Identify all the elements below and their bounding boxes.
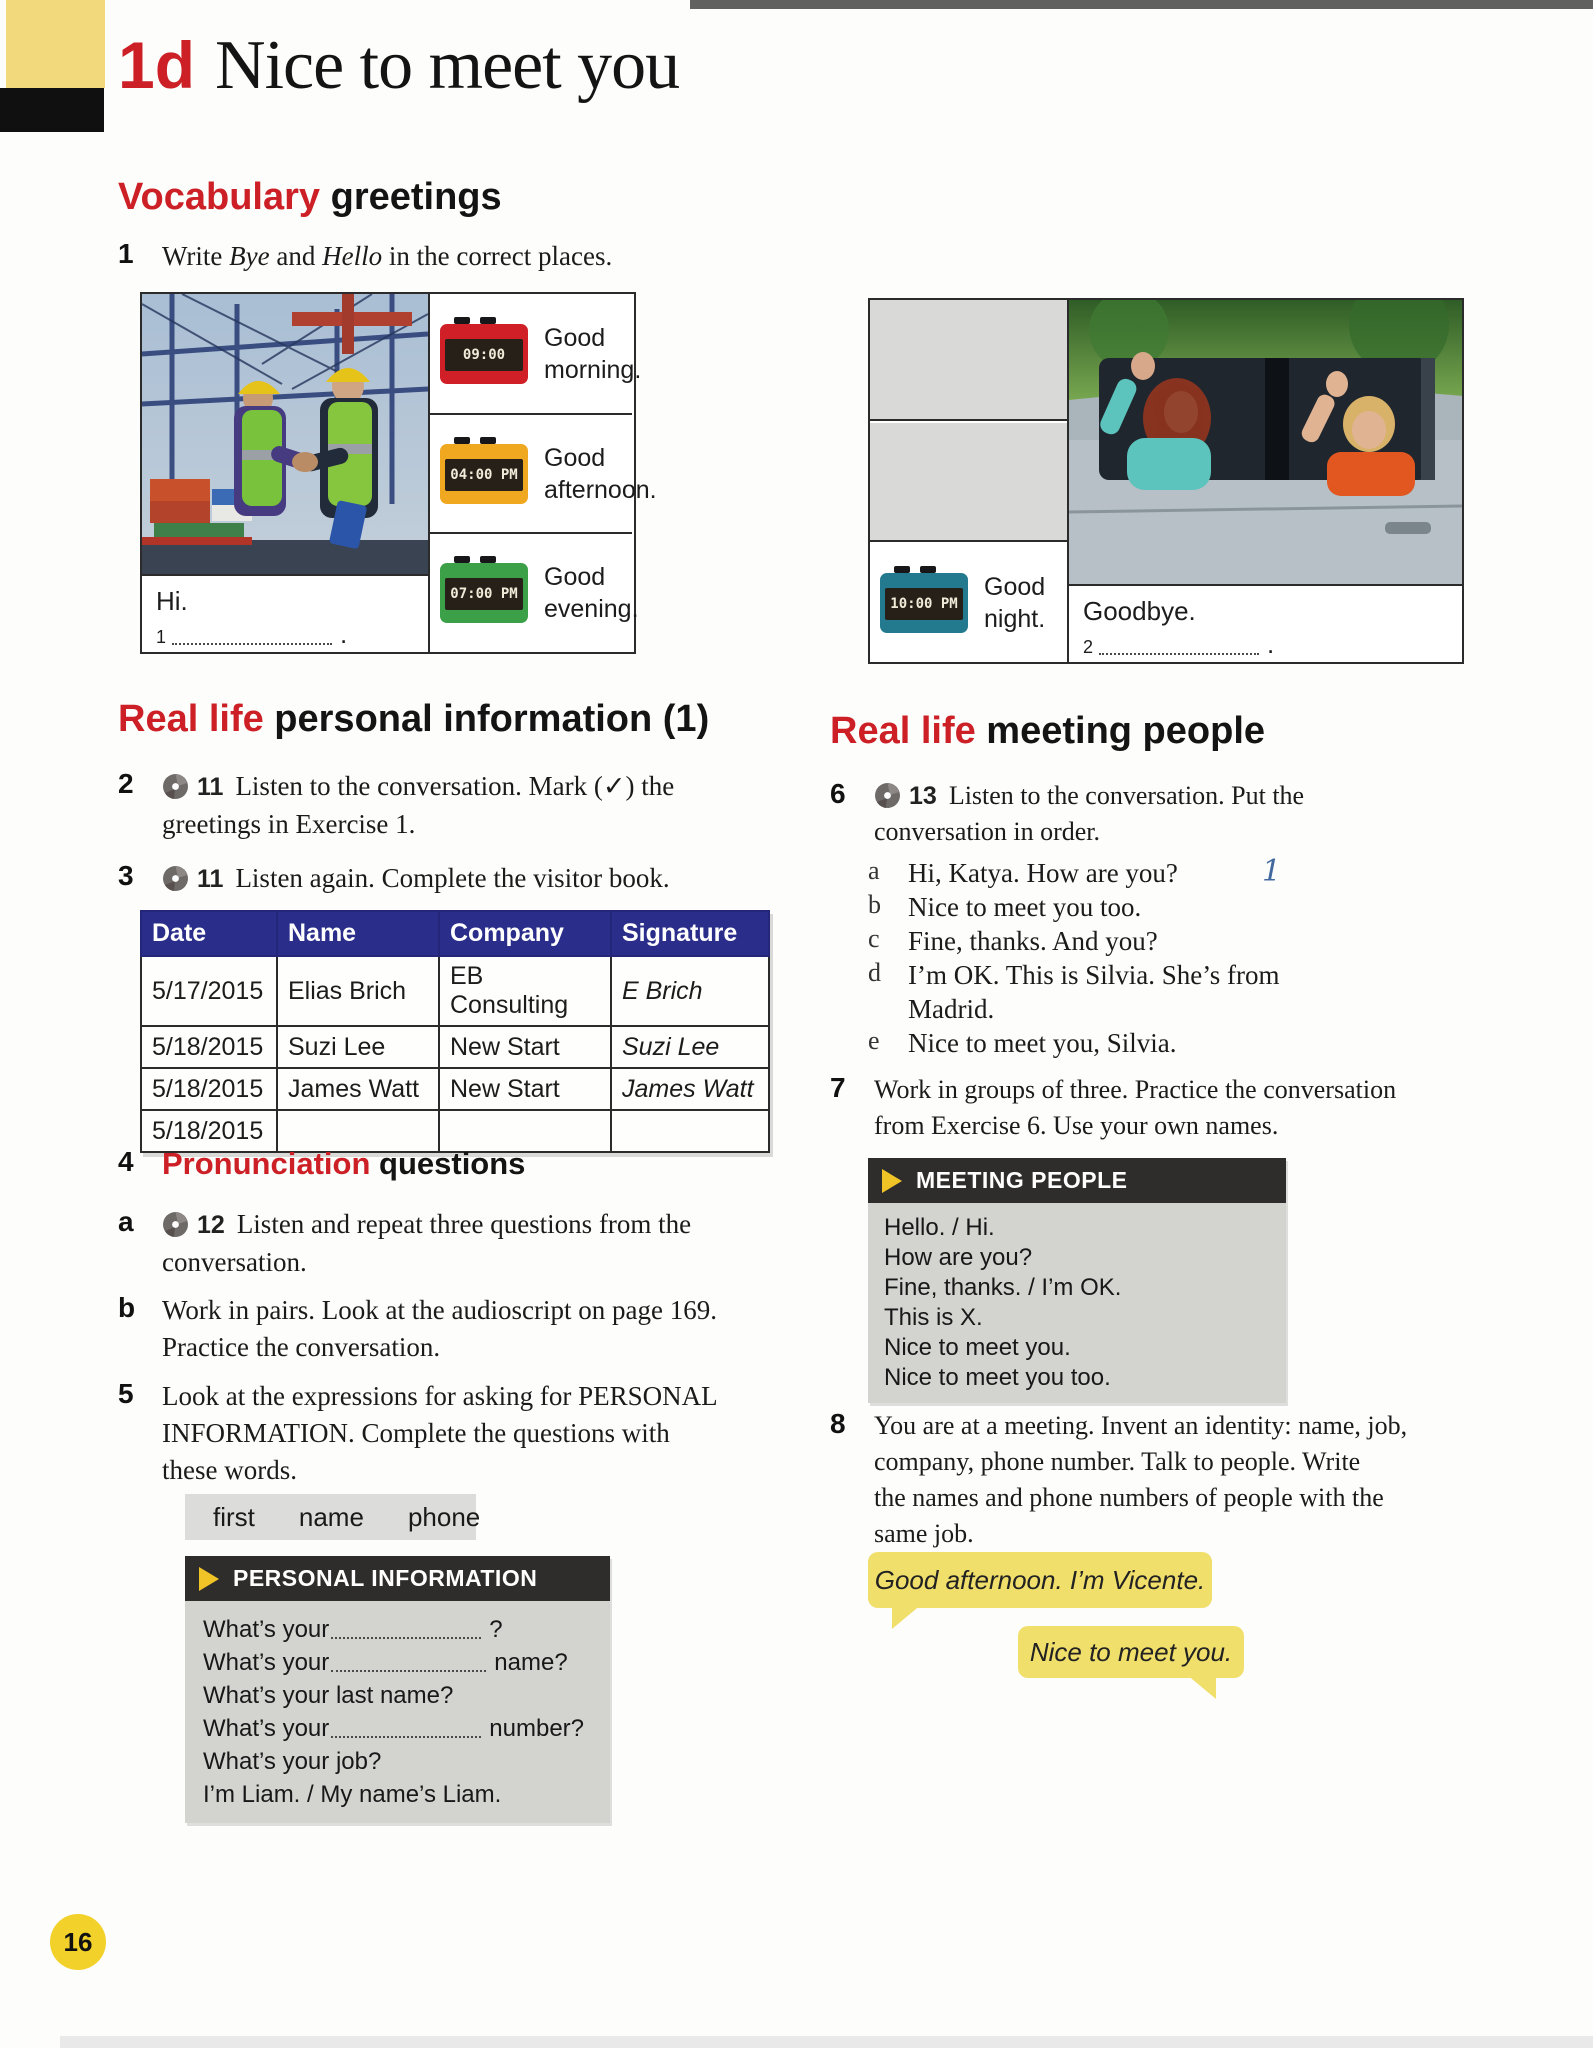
exercise-6	[830, 778, 1304, 850]
label-line: Good	[544, 563, 606, 591]
label-line: night.	[984, 605, 1046, 633]
conversation-item-a	[868, 856, 1308, 890]
heading-rest: meeting people	[986, 710, 1266, 752]
track-number: 13	[909, 782, 937, 810]
exercise-number: 3	[118, 860, 134, 891]
heading-accent: Real life	[830, 710, 976, 752]
line-text: company, phone number. Talk to people. Write	[874, 1447, 1361, 1476]
col-header-name: Name	[277, 911, 439, 956]
line-post: ?	[489, 1616, 503, 1643]
text-seg: and	[269, 241, 323, 271]
line	[162, 1206, 691, 1244]
label-line: Good	[544, 323, 606, 352]
line-text: Listen to the conversation. Mark (✓) the	[235, 771, 675, 801]
bubble-text: Nice to meet you.	[1029, 1636, 1233, 1667]
clock-time-0900: 09:00	[445, 339, 523, 371]
heading-accent: Pronunciation	[162, 1146, 371, 1181]
text-seg: in the correct places.	[382, 241, 613, 271]
line-text: Listen to the conversation. Put the	[948, 781, 1305, 810]
alarm-clock-red	[440, 324, 528, 384]
heading-rest: greetings	[330, 176, 502, 218]
bubble-tail	[892, 1604, 922, 1629]
personal-information-box	[185, 1556, 610, 1823]
text-seg: Write	[162, 241, 230, 271]
line-text: Work in pairs. Look at the audioscript on page 169.	[162, 1295, 717, 1325]
greeting-label-evening	[544, 561, 639, 625]
bubble-text: Good afternoon. I’m Vicente.	[874, 1564, 1206, 1595]
line-text: You are at a meeting. Invent an identity: name, job,	[874, 1411, 1408, 1440]
exercise-1-instruction	[162, 238, 612, 275]
clock-row-evening	[430, 532, 639, 652]
cell-company: New Start	[439, 1026, 611, 1068]
handwritten-answer: 1	[1262, 854, 1282, 889]
alarm-clock-amber	[440, 444, 528, 504]
cell-signature	[611, 1110, 769, 1152]
word-bye: Bye	[229, 241, 270, 271]
item-text: I’m OK. This is Silvia. She’s from Madrid.	[908, 960, 1280, 1024]
meeting-people-header	[868, 1158, 1286, 1203]
item-text: Fine, thanks. And you?	[908, 926, 1158, 956]
figure-greetings-right	[868, 298, 1464, 664]
line-pre: What’s your	[203, 1715, 330, 1742]
greeting-label-night	[984, 571, 1045, 635]
greeting-label-morning	[544, 322, 641, 386]
clock-time-1000pm: 10:00 PM	[885, 588, 963, 620]
personal-information-body	[185, 1601, 610, 1823]
cell-signature: Suzi Lee	[611, 1026, 769, 1068]
line-pre: What’s your	[203, 1649, 330, 1676]
expression-line: What’s your last name?	[203, 1682, 454, 1709]
table-header-row	[141, 911, 769, 956]
exercise-3-instruction	[162, 860, 670, 898]
exercise-2	[118, 768, 674, 843]
alarm-clock-teal	[880, 573, 968, 633]
expression-line: What’s your job?	[203, 1748, 382, 1775]
pronunciation-heading	[162, 1146, 525, 1182]
line-post: name?	[494, 1649, 568, 1676]
cd-track-icon	[162, 865, 189, 892]
expression-line: I’m Liam. / My name’s Liam.	[203, 1781, 502, 1808]
label-line: Good	[544, 443, 606, 472]
exercise-6-items	[868, 856, 1308, 1060]
clock-row-morning	[430, 294, 642, 413]
cd-track-icon	[162, 1211, 189, 1238]
bubble-tail	[1186, 1674, 1216, 1699]
page-number-badge	[50, 1914, 106, 1970]
item-letter: e	[868, 1026, 880, 1055]
word-bank-item: name	[298, 1501, 364, 1532]
conversation-item-b	[868, 890, 1308, 924]
word-bank-item: first	[213, 1501, 255, 1532]
expression-line: This is X.	[884, 1304, 983, 1331]
label-line: morning.	[544, 355, 642, 384]
blank-number: 1	[156, 627, 167, 647]
exercise-number: 4	[118, 1146, 134, 1177]
item-letter: d	[868, 958, 881, 987]
conversation-item-e	[868, 1026, 1308, 1060]
line	[162, 768, 674, 806]
personal-information-header	[185, 1556, 610, 1601]
clock-buttons	[454, 556, 496, 563]
corner-black-block	[0, 88, 104, 132]
empty-answer-box-2	[870, 423, 1067, 542]
cell-name: Suzi Lee	[277, 1026, 439, 1068]
item-text: Hi, Katya. How are you?	[908, 858, 1178, 888]
expression-line	[203, 1712, 592, 1745]
line-text: the names and phone numbers of people with the	[874, 1483, 1384, 1512]
exercise-number: 6	[830, 778, 846, 809]
item-text: Nice to meet you, Silvia.	[908, 1028, 1177, 1058]
corner-yellow-block	[6, 0, 105, 88]
conversation-item-c	[868, 924, 1308, 958]
scan-edge-top	[690, 0, 1593, 9]
empty-answer-box-1	[870, 300, 1067, 421]
clock-row-night	[870, 544, 1067, 662]
photo-workers-handshake-art	[142, 294, 428, 574]
cell-date: 5/18/2015	[141, 1110, 277, 1152]
expression-line: Nice to meet you too.	[884, 1364, 1111, 1391]
exercise-6-instruction	[874, 778, 1304, 850]
box-title: MEETING PEOPLE	[916, 1167, 1128, 1193]
speech-bubble-reply	[1018, 1626, 1244, 1678]
exercise-number: 7	[830, 1072, 846, 1103]
answer-blank-1	[156, 619, 414, 650]
expression-line	[203, 1613, 592, 1646]
col-header-date: Date	[141, 911, 277, 956]
clock-buttons	[454, 437, 496, 444]
item-text: Nice to meet you too.	[908, 892, 1142, 922]
cell-date: 5/18/2015	[141, 1068, 277, 1110]
clock-buttons	[894, 566, 936, 573]
expression-line: Nice to meet you.	[884, 1334, 1071, 1361]
line-text: Practice the conversation.	[162, 1332, 441, 1362]
section-heading-real-life-1	[118, 698, 709, 741]
exercise-number: 8	[830, 1408, 846, 1439]
blank-period: .	[1267, 629, 1275, 659]
exercise-4a-instruction	[162, 1206, 691, 1281]
play-triangle-icon	[199, 1567, 219, 1591]
fill-in-blank	[331, 1714, 481, 1738]
cell-signature: James Watt	[611, 1068, 769, 1110]
track-number: 11	[197, 773, 224, 801]
box-title: PERSONAL INFORMATION	[233, 1565, 538, 1591]
exercise-4b	[118, 1292, 717, 1366]
meeting-people-body	[868, 1203, 1286, 1403]
line-text: these words.	[162, 1455, 297, 1485]
line-text: Work in groups of three. Practice the conversation	[874, 1075, 1397, 1104]
item-letter: a	[118, 1206, 134, 1237]
line-text: Look at the expressions for asking for PERSONAL	[162, 1381, 718, 1411]
speech-bubble-vicente	[868, 1552, 1212, 1608]
page-title	[118, 26, 679, 106]
word-bank-item: phone	[407, 1501, 481, 1532]
answer-blank-2	[1083, 629, 1448, 660]
cell-date: 5/17/2015	[141, 956, 277, 1026]
photo-car-goodbye	[1067, 300, 1462, 584]
clock-row-afternoon	[430, 413, 657, 532]
line-text: Listen again. Complete the visitor book.	[235, 863, 670, 893]
scan-edge-bottom	[60, 2036, 1593, 2048]
track-number: 12	[197, 1211, 225, 1239]
item-letter: a	[868, 856, 880, 885]
exercise-number: 5	[118, 1378, 134, 1409]
table-row	[141, 956, 769, 1026]
col-header-signature: Signature	[611, 911, 769, 956]
line	[874, 778, 1304, 814]
visitor-book-table	[140, 910, 770, 1153]
line-post: number?	[489, 1715, 585, 1742]
alarm-clock-green	[440, 563, 528, 623]
clock-time-0700pm: 07:00 PM	[445, 578, 523, 610]
label-line: Good	[984, 573, 1046, 601]
line-pre: What’s your	[203, 1616, 330, 1643]
cell-date: 5/18/2015	[141, 1026, 277, 1068]
fill-in-blank	[331, 1615, 481, 1639]
expression-line: Fine, thanks. / I’m OK.	[884, 1274, 1122, 1301]
exercise-7	[830, 1072, 1396, 1144]
exercise-1	[118, 238, 612, 275]
exercise-4-heading	[118, 1146, 525, 1182]
unit-number: 1d	[118, 28, 196, 102]
exercise-8-instruction	[874, 1408, 1407, 1552]
conversation-item-d	[868, 958, 1308, 1026]
line-text: Listen and repeat three questions from the	[236, 1209, 692, 1239]
word-bank	[185, 1494, 481, 1540]
exercise-3	[118, 860, 670, 898]
word-hello: Hello	[322, 241, 383, 271]
write-in-blank	[172, 620, 332, 645]
item-letter: c	[868, 924, 880, 953]
col-header-company: Company	[439, 911, 611, 956]
line-text: conversation.	[162, 1247, 307, 1277]
exercise-5-instruction	[162, 1378, 718, 1489]
label-line: evening.	[544, 595, 639, 623]
exercise-4b-instruction	[162, 1292, 717, 1366]
table-row	[141, 1026, 769, 1068]
section-heading-real-life-2	[830, 710, 1265, 753]
cell-name: Elias Brich	[277, 956, 439, 1026]
expression-line: How are you?	[884, 1244, 1033, 1271]
cd-track-icon	[162, 773, 189, 800]
exercise-number: 1	[118, 238, 134, 269]
line-text: INFORMATION. Complete the questions with	[162, 1418, 670, 1448]
line-text: greetings in Exercise 1.	[162, 809, 416, 839]
clock-buttons	[454, 317, 496, 324]
exercise-2-instruction	[162, 768, 674, 843]
blank-number: 2	[1083, 637, 1094, 657]
exercise-4a	[118, 1206, 691, 1281]
line-text: from Exercise 6. Use your own names.	[874, 1111, 1279, 1140]
photo-workers-handshake	[142, 294, 428, 574]
fill-in-blank	[331, 1648, 486, 1672]
caption-goodbye	[1067, 584, 1462, 662]
cell-company: New Start	[439, 1068, 611, 1110]
label-line: afternoon.	[544, 475, 657, 504]
figure-greetings-left	[140, 292, 657, 654]
write-in-blank	[1099, 630, 1259, 655]
cell-company: EB Consulting	[439, 956, 611, 1026]
cell-name: James Watt	[277, 1068, 439, 1110]
track-number: 11	[197, 865, 224, 893]
photo-car-goodbye-art	[1069, 300, 1462, 584]
unit-title: Nice to meet you	[215, 27, 680, 104]
exercise-5	[118, 1378, 718, 1489]
item-letter: b	[868, 890, 881, 919]
table-row	[141, 1068, 769, 1110]
cd-track-icon	[874, 782, 901, 809]
heading-accent: Real life	[118, 698, 264, 740]
meeting-people-box	[868, 1158, 1286, 1403]
greeting-label-afternoon	[544, 442, 657, 506]
clock-time-0400pm: 04:00 PM	[445, 459, 523, 491]
blank-period: .	[340, 619, 348, 649]
caption-hi	[142, 574, 428, 652]
exercise-number: 2	[118, 768, 134, 799]
cell-signature: E Brich	[611, 956, 769, 1026]
heading-rest: questions	[379, 1146, 526, 1181]
item-letter: b	[118, 1292, 136, 1323]
exercise-7-instruction	[874, 1072, 1396, 1144]
line-text: same job.	[874, 1519, 974, 1548]
clock-column	[428, 294, 657, 652]
heading-rest: personal information (1)	[274, 698, 710, 740]
caption-hi-text: Hi.	[156, 586, 188, 616]
expression-line: Hello. / Hi.	[884, 1214, 995, 1241]
page-number: 16	[63, 1926, 93, 1957]
play-triangle-icon	[882, 1169, 902, 1193]
heading-accent: Vocabulary	[118, 176, 321, 218]
expression-line	[203, 1646, 592, 1679]
exercise-8	[830, 1408, 1407, 1552]
section-heading-vocabulary	[118, 176, 502, 219]
caption-goodbye-text: Goodbye.	[1083, 596, 1196, 626]
line-text: conversation in order.	[874, 817, 1100, 846]
